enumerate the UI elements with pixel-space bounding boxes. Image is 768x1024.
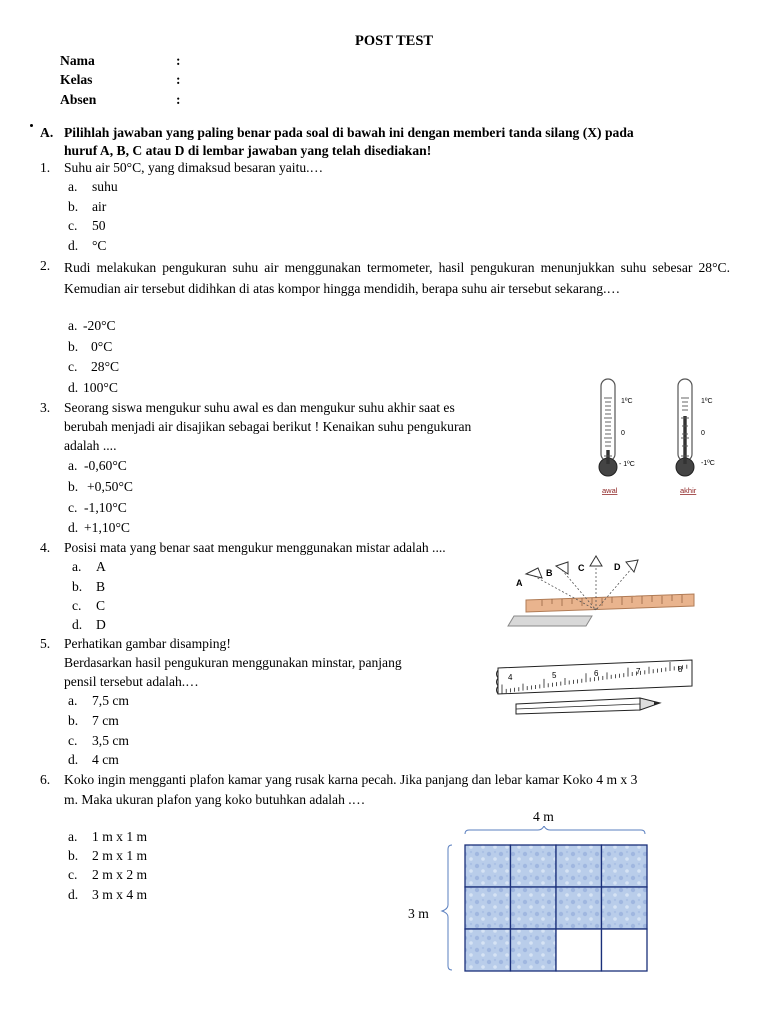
eye-label-a: A	[516, 578, 523, 588]
ceiling-tile	[465, 929, 511, 971]
q5-text-line2: Berdasarkan hasil pengukuran menggunakan minstar, panjang	[64, 655, 402, 670]
thermometer-awal	[599, 379, 635, 495]
ruler-number-5: 5	[552, 671, 557, 680]
ceiling-tile	[465, 845, 511, 887]
q6-number: 6.	[40, 772, 51, 787]
q2-option-a-text: -20°C	[83, 318, 116, 333]
identity-label-nama: Nama	[60, 53, 95, 68]
q1-option-a-letter: a.	[68, 179, 78, 194]
therm1-bottom-label: - 1ºC	[619, 461, 635, 468]
therm2-caption-akhir: akhir	[680, 486, 697, 495]
therm2-zero-label: 0	[701, 430, 705, 437]
q5-option-d-letter: d.	[68, 752, 79, 767]
ceiling-tile-empty	[556, 929, 602, 971]
q1-option-c-letter: c.	[68, 218, 78, 233]
q1-number: 1.	[40, 160, 51, 175]
q4-option-b-letter: b.	[72, 579, 83, 594]
q4-text: Posisi mata yang benar saat mengukur menggunakan mistar adalah ....	[64, 540, 446, 555]
q4-option-a-text: A	[96, 559, 106, 574]
q1-option-a-text: suhu	[92, 179, 118, 194]
pencil	[516, 698, 660, 714]
therm1-top-label: 1ºC	[621, 398, 633, 405]
q3-option-c-text: -1,10°C	[84, 500, 127, 515]
q5-option-c-text: 3,5 cm	[92, 733, 129, 748]
q4-option-b-text: B	[96, 579, 106, 594]
ruler-pencil-figure	[494, 656, 696, 722]
q4-option-a-letter: a.	[72, 559, 82, 574]
q2-option-a-letter: a.	[68, 318, 78, 333]
therm2-bottom-label: -1ºC	[701, 460, 715, 467]
ruler-number-6: 6	[594, 669, 599, 678]
ceiling-grid-figure	[438, 826, 652, 974]
q2-option-c-text: 28°C	[91, 359, 120, 374]
q3-option-d-letter: d.	[68, 520, 79, 535]
q4-option-d-text: D	[96, 617, 106, 632]
q1-option-c-text: 50	[92, 218, 106, 233]
q3-text-line1: Seorang siswa mengukur suhu awal es dan mengukur suhu akhir saat es	[64, 400, 455, 415]
q5-option-c-letter: c.	[68, 733, 78, 748]
q5-text-line3: pensil tersebut adalah.…	[64, 674, 199, 689]
identity-colon-nama: :	[176, 53, 181, 68]
section-instruction-line1: Pilihlah jawaban yang paling benar pada soal di bawah ini dengan memberi tanda silang (X) pada	[64, 125, 634, 140]
q6-text-line2: m. Maka ukuran plafon yang koko butuhkan adalah .…	[64, 792, 366, 807]
q6-option-d-letter: d.	[68, 887, 79, 902]
identity-label-absen: Absen	[60, 92, 97, 107]
eye-label-b: B	[546, 568, 553, 578]
q5-option-b-text: 7 cm	[92, 713, 119, 728]
q4-number: 4.	[40, 540, 51, 555]
q6-option-d-text: 3 m x 4 m	[92, 887, 148, 902]
q3-text-line2: berubah menjadi air disajikan sebagai berikut ! Kenaikan suhu pengukuran	[64, 419, 472, 434]
q4-option-c-letter: c.	[72, 598, 82, 613]
q2-text: Rudi melakukan pengukuran suhu air menggunakan termometer, hasil pengukuran menunjukkan suhu sebesar 28°C. Kemudian air tersebut didihkan di atas kompor hingga mendidih, berapa suhu air tersebut sekarang.…	[64, 260, 730, 296]
q3-option-a-letter: a.	[68, 458, 78, 473]
q5-number: 5.	[40, 636, 51, 651]
q1-option-d-text: °C	[92, 238, 107, 253]
q2-number: 2.	[40, 258, 51, 273]
ceiling-tile	[556, 887, 602, 929]
ceiling-tile	[556, 845, 602, 887]
q4-option-d-letter: d.	[72, 617, 83, 632]
ceiling-tile	[602, 845, 648, 887]
ceiling-tile	[511, 929, 557, 971]
q2-option-d-text: 100°C	[83, 380, 118, 395]
q5-text-line1: Perhatikan gambar disamping!	[64, 636, 231, 651]
therm1-zero-label: 0	[621, 430, 625, 437]
ceiling-tile-empty	[602, 929, 648, 971]
width-brace	[465, 826, 645, 834]
q5-option-a-text: 7,5 cm	[92, 693, 129, 708]
q3-number: 3.	[40, 400, 51, 415]
q6-option-b-letter: b.	[68, 848, 79, 863]
page-title: POST TEST	[355, 33, 434, 49]
eye-label-c: C	[578, 563, 585, 573]
ceiling-tile	[465, 887, 511, 929]
thermometer-akhir	[676, 379, 715, 495]
ruler-number-8: 8	[678, 665, 683, 674]
ruler-number-7: 7	[636, 667, 641, 676]
room-width-label: 4 m	[533, 809, 554, 824]
q6-option-a-letter: a.	[68, 829, 78, 844]
section-marker: A.	[40, 125, 54, 140]
ceiling-tile	[511, 845, 557, 887]
q6-text-line1: Koko ingin mengganti plafon kamar yang rusak karna pecah. Jika panjang dan lebar kamar Koko 4 m x 3	[64, 772, 638, 787]
q2-option-c-letter: c.	[68, 359, 78, 374]
q3-option-d-text: +1,10°C	[84, 520, 130, 535]
q2-option-b-text: 0°C	[91, 339, 113, 354]
q5-option-d-text: 4 cm	[92, 752, 119, 767]
ceiling-tile	[602, 887, 648, 929]
q6-option-b-text: 2 m x 1 m	[92, 848, 148, 863]
height-brace	[442, 845, 452, 970]
bullet-dot	[30, 124, 33, 127]
eye-label-d: D	[614, 562, 621, 572]
q3-option-a-text: -0,60°C	[84, 458, 127, 473]
q3-option-c-letter: c.	[68, 500, 78, 515]
identity-label-kelas: Kelas	[60, 72, 93, 87]
q3-text-line3: adalah ....	[64, 438, 117, 453]
identity-colon-absen: :	[176, 92, 181, 107]
q1-option-b-text: air	[92, 199, 107, 214]
q3-option-b-letter: b.	[68, 479, 79, 494]
ruler-number-4: 4	[508, 673, 513, 682]
q6-option-a-text: 1 m x 1 m	[92, 829, 148, 844]
identity-colon-kelas: :	[176, 72, 181, 87]
therm2-top-label: 1ºC	[701, 398, 713, 405]
q5-option-a-letter: a.	[68, 693, 78, 708]
q3-option-b-text: +0,50°C	[87, 479, 133, 494]
room-height-label: 3 m	[408, 906, 429, 921]
thermometer-figure	[590, 376, 730, 498]
q1-option-b-letter: b.	[68, 199, 79, 214]
section-instruction-line2: huruf A, B, C atau D di lembar jawaban yang telah disediakan!	[64, 143, 432, 158]
q4-option-c-text: C	[96, 598, 106, 613]
q5-option-b-letter: b.	[68, 713, 79, 728]
ceiling-tile	[511, 887, 557, 929]
therm1-caption-awal: awal	[602, 486, 618, 495]
q2-option-b-letter: b.	[68, 339, 79, 354]
q1-text: Suhu air 50°C, yang dimaksud besaran yaitu.…	[64, 160, 324, 175]
q6-option-c-letter: c.	[68, 867, 78, 882]
q1-option-d-letter: d.	[68, 238, 79, 253]
q2-option-d-letter: d.	[68, 380, 79, 395]
q6-option-c-text: 2 m x 2 m	[92, 867, 148, 882]
eye-position-figure	[502, 554, 698, 634]
